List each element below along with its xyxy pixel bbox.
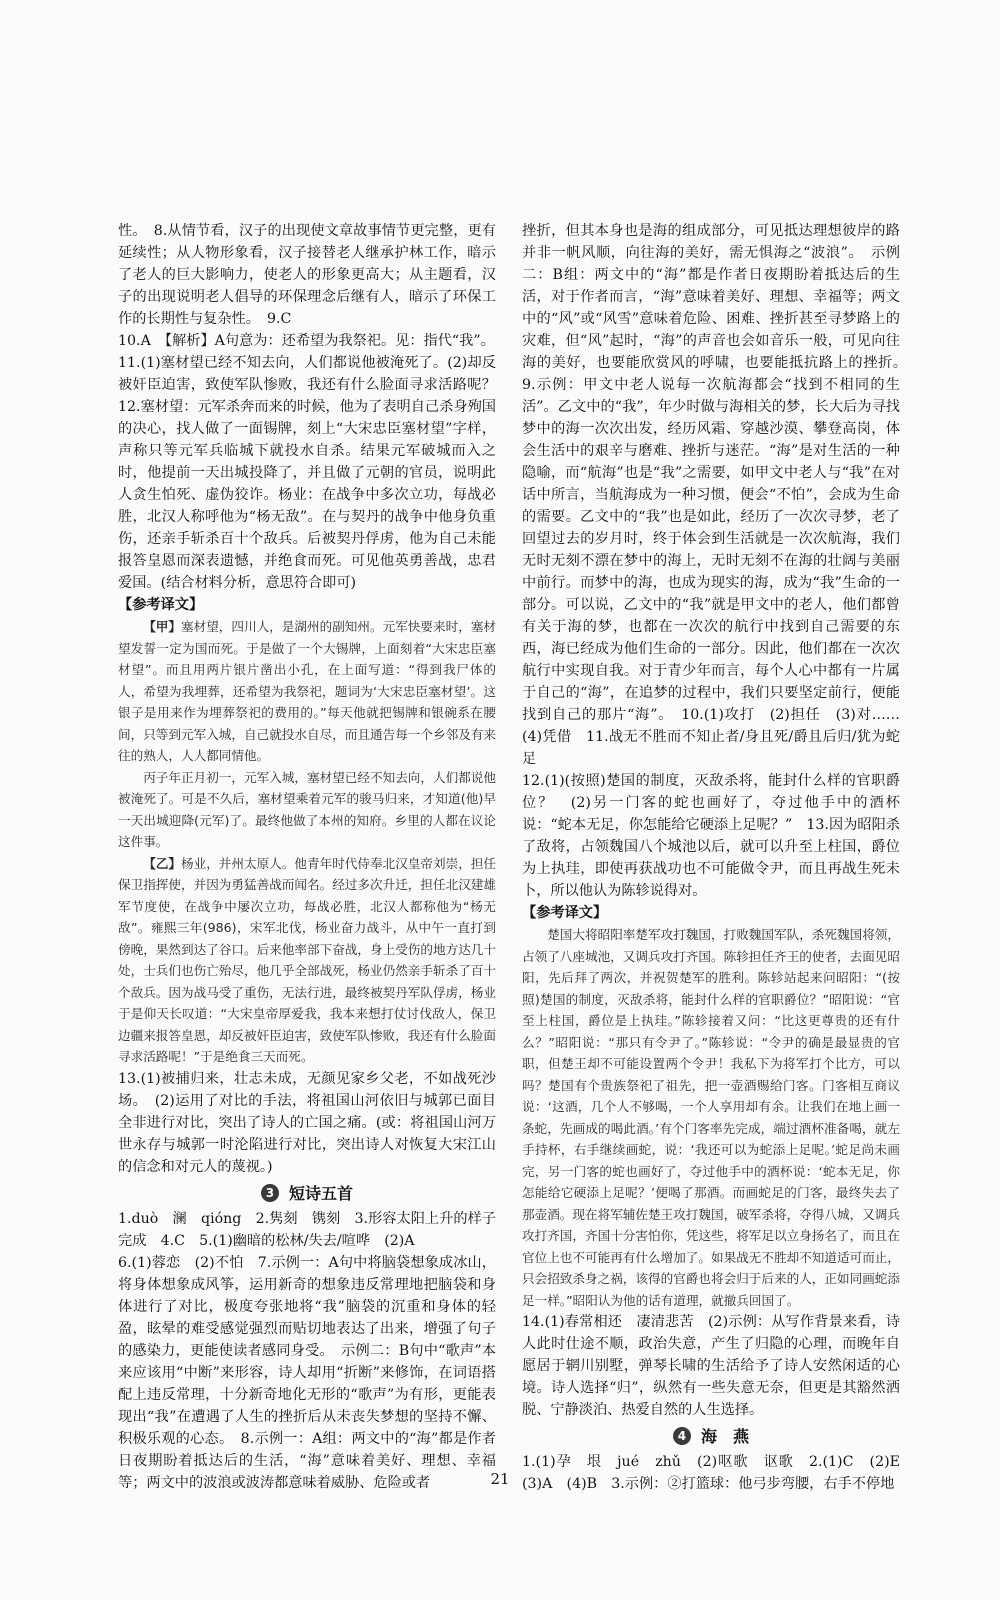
answer-10: 10.A 【解析】A句意为：还希望为我祭祀。见：指代“我”。	[118, 333, 495, 349]
answer-11-12: 11.(1)塞材望已经不知去向，人们都说他被淹死了。(2)却反被奸臣迫害，致使军队惨败，我还有什么脸面寻求活路呢？ 12.塞材望：元军杀奔而来的时候，他为了表明自己杀身殉国的决心，找人做了一面锡牌，刻上“大宋忠臣塞材望”字样，声称只等元军兵临城下就投水自杀。结果元军破城而入之时，他提前一天出城投降了，并且做了元朝的官员，说明此人贪生怕死、虚伪狡诈。杨业：在战争中多次立功，每战必胜，北汉人称呼他为“杨无敌”。在与契丹的战争中他身负重伤，还亲手斩杀百十个敌兵。后被契丹俘虏，他为自己未能报答皇恩而深表遗憾，并绝食而死。可见他英勇善战，忠君爱国。(结合材料分析，意思符合即可)	[118, 355, 511, 591]
reference-translation-label: 【参考译文】	[118, 597, 204, 613]
right-column	[522, 220, 915, 1495]
translation-jia-2: 丙子年正月初一，元军入城，塞材望已经不知去向，人们都说他被淹死了。可是不久后，塞材望乘着元军的骏马归来，才知道(他)早一天出城迎降(元军)了。最终他做了本州的知府。乡里的人都在议论这件事。	[118, 769, 496, 849]
section-heading-4	[522, 1425, 900, 1449]
short-poems-answers-6-8: 6.(1)蓉恋 (2)不怕 7.示例一：A句中将脑袋想象成冰山，将身体想象成风筝，运用新奇的想象违反常理地把脑袋和身体进行了对比，极度夸张地将“我”脑袋的沉重和身体的轻盈，眩晕的难受感觉强烈而贴切地表达了出来，增强了句子的感染力，更能使读者感同身受。 示例二：B句中“歌声”本来应该用“中断”来形容，诗人却用“折断”来修饰，在词语搭配上违反常理，十分新奇地化无形的“歌声”为有形，更能表现出“我”在遭遇了人生的挫折后从未丧失梦想的坚持不懈、积极乐观的心态。 8.示例一：A组：两文中的“海”都是作者日夜期盼着抵达后的生活，“海”意味着美好、理想、幸福等；两文中的波浪或波涛都意味着威胁、危险或者	[118, 1254, 496, 1491]
section-number-badge: 4	[673, 1427, 691, 1445]
answer-13: 13.(1)被捕归来，壮志未成，无颜见家乡父老，不如战死沙场。 (2)运用了对比的手法，将祖国山河依旧与城郭已面目全非进行对比，突出了诗人的亡国之痛。(或：将祖国山河万世永存与城郭一时沦陷进行对比，突出诗人对恢复大宋江山的信念和对元人的蔑视。)	[118, 1070, 496, 1175]
short-poems-answers-1-5: 1.duò 澜 qióng 2.隽刻 镌刻 3.形容太阳上升的样子 完成 4.C 5.(1)幽暗的松林/失去/喧哗 (2)A	[118, 1210, 511, 1249]
section-number-badge: 3	[261, 1184, 279, 1202]
answer-8-9: 性。 8.从情节看，汉子的出现使文章故事情节更完整，更有延续性；从人物形象看，汉子接替老人继承护林工作，暗示了老人的巨大影响力，使老人的形象更高大；从主题看，汉子的出现说明老人倡导的环保理念后继有人，暗示了环保工作的长期性与复杂性。 9.C	[118, 223, 496, 327]
reference-translation-label: 【参考译文】	[522, 905, 608, 921]
jia-label: 【甲】	[143, 619, 181, 634]
translation-snake: 楚国大将昭阳率楚军攻打魏国，打败魏国军队，杀死魏国将领，占领了八座城池，又调兵攻打齐国。陈轸担任齐王的使者，去面见昭阳，先后拜了两次，并祝贺楚军的胜利。陈轸站起来问昭阳：“(按照)楚国的制度，灭敌杀将，能封什么样的官职爵位？”昭阳说：“官至上柱国，爵位是上执珪。”陈轸接着又问：“比这更尊贵的还有什么？”昭阳说：“那只有令尹了。”陈轸说：“令尹的确是最显贵的官职，但楚王却不可能设置两个令尹！我私下为将军打个比方，可以吗？楚国有个贵族祭祀了祖先，把一壶酒赐给门客。门客相互商议说：‘这酒，几个人不够喝，一个人享用却有余。让我们在地上画一条蛇，先画成的喝此酒。’有个门客率先完成，端过酒杯准备喝，就左手持杯，右手继续画蛇，说：‘我还可以为蛇添上足呢。’蛇足尚未画完，另一门客的蛇也画好了，夺过他手中的酒杯说：‘蛇本无足，你怎能给它硬添上足呢？’便喝了那酒。而画蛇足的门客，最终失去了那壶酒。现在将军辅佐楚王攻打魏国，破军杀将，夺得八城，又调兵攻打齐国，齐国十分害怕你，凭这些，将军足以立身扬名了，而且在官位上也不可能再有什么增加了。如果战无不胜却不知道适可而止，只会招致杀身之祸，该得的官爵也将会归于后来的人，正如同画蛇添足一样。”昭阳认为他的话有道理，就撤兵回国了。	[522, 927, 900, 1308]
jia-text: 塞材望，四川人，是湖州的副知州。元军快要来时，塞材望发誓一定为国而死。于是做了一个大锡牌，上面刻着“大宋忠臣塞材望”。而且用两片银片凿出小孔，在上面写道：“得到我尸体的人，希望为我埋葬，还希望为我祭祀，题词为‘大宋忠臣塞材望’。这银子是用来作为埋葬祭祀的费用的。”每天他就把锡牌和银碗系在腰间，只等到元军入城，自己就投水自尽，而且通告每一个乡邻及有来往的熟人，人人都同情他。	[118, 619, 497, 763]
yi-label: 【乙】	[143, 855, 181, 871]
translation-jia	[118, 616, 496, 767]
section-heading-3	[118, 1182, 496, 1206]
answer-12-13: 12.(1)(按照)楚国的制度，灭敌杀将，能封什么样的官职爵位？ (2)另一门客的蛇也画好了，夺过他手中的酒杯说：“蛇本无足，你怎能给它硬添上足呢？” 13.因为昭阳杀了敌将，占领魏国八个城池以后，就可以升至上柱国，爵位为上执珪，即使再获战功也不可能做令尹，而且再战生死未卜，所以他认为陈轸说得对。	[522, 773, 900, 899]
section-title: 短诗五首	[288, 1183, 353, 1203]
translation-yi	[118, 853, 496, 1068]
answer-14: 14.(1)春常相还 凄清悲苦 (2)示例：从写作背景来看，诗人此时仕途不顺，政治失意，产生了归隐的心理，而晚年自愿居于辋川别墅，弹琴长啸的生活给予了诗人安然闲适的心境。诗人选择“归”，纵然有一些失意无奈，但更是其豁然洒脱、宁静淡泊、热爱自然的人生选择。	[522, 1314, 900, 1418]
petrel-answers: 1.(1)孕 垠 jué zhǔ (2)呕歌 讴歌 2.(1)C (2)E (3)A (4)B 3.示例：②打篮球：他弓步弯腰，右手不停地	[522, 1454, 915, 1492]
page-number: 21	[490, 1470, 510, 1488]
section-title: 海 燕	[700, 1427, 749, 1446]
yi-text: 杨业，并州太原人。他青年时代侍奉北汉皇帝刘崇，担任保卫指挥使，并因为勇猛善战而闻名。经过多次升迁，担任北汉建雄军节度使，在战争中屡次立功，每战必胜，北汉人都称他为“杨无敌”。雍熙三年(986)，宋军北伐，杨业奋力战斗，从中午一直打到傍晚，果然到达了谷口。后来他率部下奋战，身上受伤的地方达几十处，士兵们也伤亡殆尽，他几乎全部战死，杨业仍然亲手斩杀了百十个敌兵。因为战马受了重伤，无法行进，最终被契丹军队俘虏，杨业于是仰天长叹道：“大宋皇帝厚爱我，我本来想打仗讨伐敌人，保卫边疆来报答皇恩，却反被奸臣迫害，致使军队惨败，我还有什么脸面寻求活路呢！”于是绝食三天而死。	[118, 855, 497, 1064]
answer-8-cont-9-11: 挫折，但其本身也是海的组成部分，可见抵达理想彼岸的路并非一帆风顺，向往海的美好，需无惧海之“波浪”。 示例二：B组：两文中的“海”都是作者日夜期盼着抵达后的生活，对于作者而言，“海”意味着美好、理想、幸福等；两文中的“风”或“风雪”意味着危险、困难、挫折甚至寻梦路上的灾难，但“风”起时，“海”的声音也会如音乐一般，可见向往海的美好，也要能欣赏风的呼啸，也要能抵抗路上的挫折。 9.示例：甲文中老人说每一次航海都会“找到不相同的生活”。乙文中的“我”，年少时做与海相关的梦，长大后为寻找梦中的海一次次出发，经历风霜、穿越沙漠、攀登高岗，体会生活中的艰辛与磨难、挫折与迷茫。“海”是对生活的一种隐喻，而“航海”也是“我”之需要，如甲文中老人与“我”在对话中所言，当航海成为一种习惯，便会“不怕”，会成为生命的需要。乙文中的“我”也是如此，经历了一次次寻梦，老了回望过去的岁月时，终于体会到生活就是一次次航海，我们无时无刻不漂在梦中的海上，无时无刻不在海的壮阔与美丽中前行。而梦中的海，也成为现实的海，成为“我”生命的一部分。可以说，乙文中的“我”就是甲文中的老人，他们都曾有关于海的梦，也都在一次次的航行中找到自己需要的东西，海已经成为他们生命的一部分。因此，他们都在一次次航行中实现自我。对于青少年而言，每个人心中都有一片属于自己的“海”，在追梦的过程中，我们只要坚定前行，便能找到自己的那片“海”。 10.(1)攻打 (2)担任 (3)对…… (4)凭借 11.战无不胜而不知止者/身且死/爵且后归/犹为蛇足	[522, 223, 915, 767]
